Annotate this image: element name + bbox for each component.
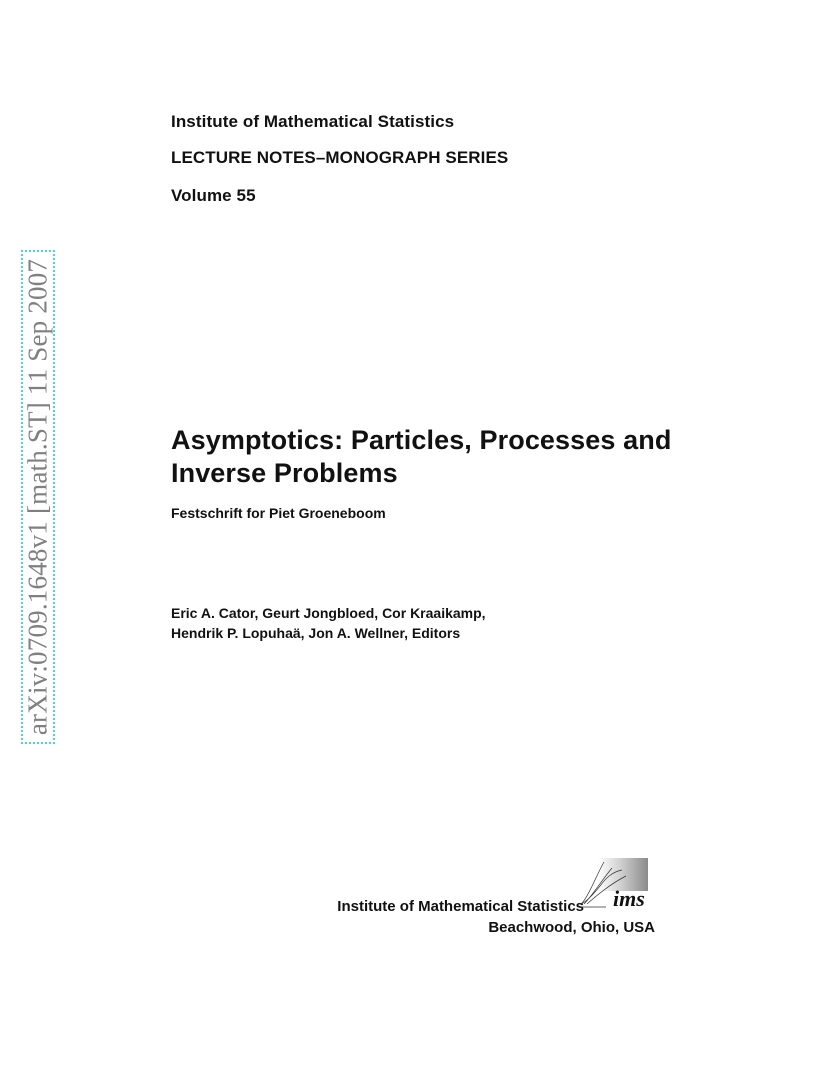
ims-logo-text: ims <box>613 886 645 911</box>
book-title: Asymptotics: Particles, Processes and Inverse Problems <box>171 425 672 488</box>
editors-line-1: Eric A. Cator, Geurt Jongbloed, Cor Kraaikamp, <box>171 605 486 621</box>
series-publisher: Institute of Mathematical Statistics <box>171 112 455 131</box>
volume-number: Volume 55 <box>171 186 256 205</box>
editors-list <box>171 603 486 643</box>
series-name: LECTURE NOTES–MONOGRAPH SERIES <box>171 148 509 167</box>
arxiv-stamp[interactable]: arXiv:0709.1648v1 [math.ST] 11 Sep 2007 <box>22 258 53 736</box>
imprint-location: Beachwood, Ohio, USA <box>488 919 655 936</box>
book-subtitle: Festschrift for Piet Groeneboom <box>171 505 386 521</box>
imprint-publisher: Institute of Mathematical Statistics <box>337 898 584 915</box>
ims-logo-icon <box>578 858 660 918</box>
editors-line-2: Hendrik P. Lopuhaä, Jon A. Wellner, Editors <box>171 625 461 641</box>
